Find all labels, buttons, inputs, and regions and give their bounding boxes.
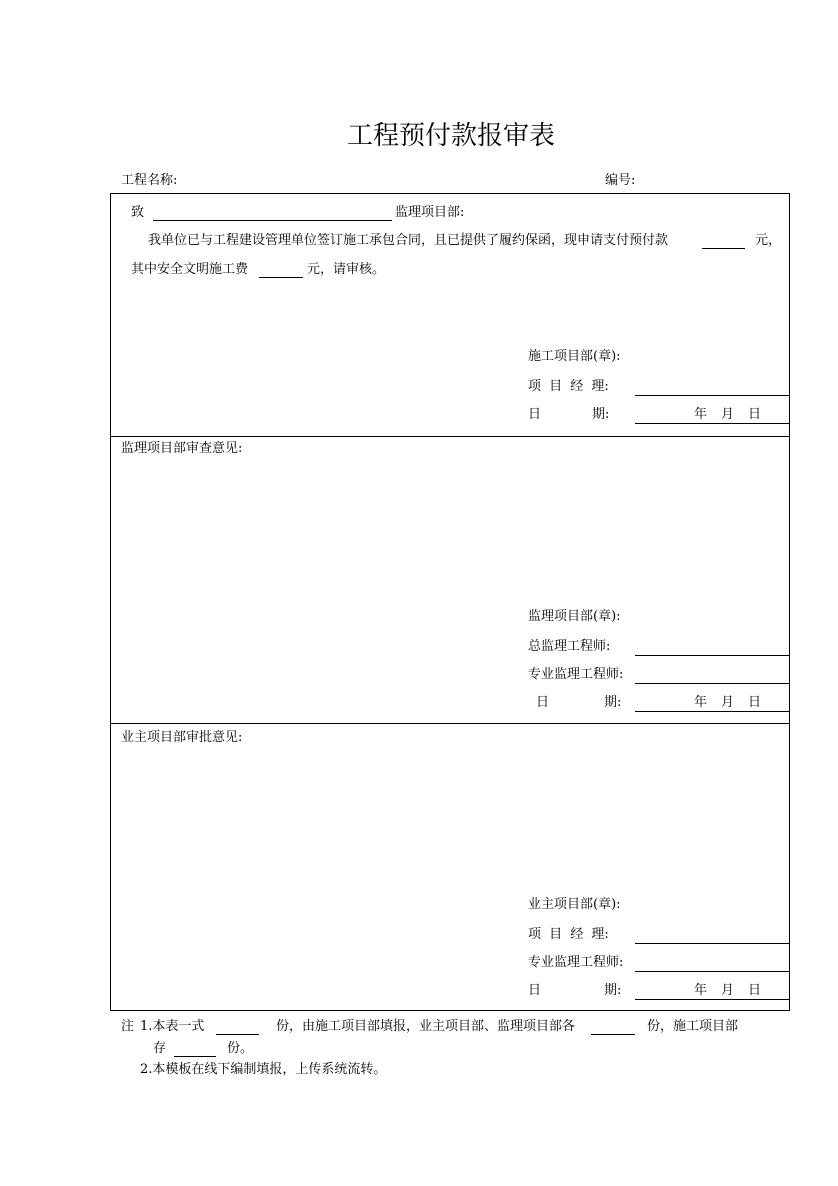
owner-approval-label: 业主项目部审批意见: — [121, 730, 243, 745]
contractor-stamp-label: 施工项目部(章): — [528, 349, 621, 364]
note1-part4: 存 — [153, 1041, 167, 1056]
contractor-date-year: 年 — [694, 407, 708, 422]
form-title: 工程预付款报审表 — [346, 121, 555, 151]
notes-label: 注 — [121, 1019, 135, 1034]
note1-part1: 1.本表一式 — [140, 1019, 205, 1034]
contractor-manager-label: 项 目 经 理: — [528, 379, 609, 394]
owner-specialist-label: 专业监理工程师: — [528, 955, 624, 970]
to-label: 致 — [131, 205, 145, 220]
supervisor-date-line — [635, 711, 790, 712]
section-divider-2 — [110, 723, 790, 724]
copies-total-blank — [216, 1034, 259, 1035]
owner-date-label-period: 期: — [604, 983, 622, 998]
advance-amount-unit: 元， — [755, 233, 782, 248]
section-divider-1 — [110, 436, 790, 437]
contractor-date-line — [635, 423, 790, 424]
safety-fee-suffix: 元，请审核。 — [307, 262, 386, 277]
supervisor-date-month: 月 — [721, 695, 735, 710]
chief-engineer-line — [635, 655, 790, 656]
supervisor-date-day: 日 — [748, 695, 762, 710]
owner-date-label-day: 日 — [528, 983, 542, 998]
supervisor-date-label-period: 期: — [604, 695, 622, 710]
owner-date-day: 日 — [748, 983, 762, 998]
application-body-line1: 我单位已与工程建设管理单位签订施工承包合同，且已提供了履约保函，现申请支付预付款 — [148, 233, 669, 248]
note1-part5: 份。 — [227, 1041, 254, 1056]
supervisor-date-label-day: 日 — [536, 695, 550, 710]
contractor-manager-line — [635, 395, 790, 396]
form-table-frame — [110, 193, 790, 1011]
owner-date-year: 年 — [694, 983, 708, 998]
copies-kept-blank — [174, 1056, 216, 1057]
supervisor-dept-label: 监理项目部: — [395, 205, 465, 220]
owner-date-line — [635, 999, 790, 1000]
supervisor-specialist-label: 专业监理工程师: — [528, 667, 624, 682]
supervisor-stamp-label: 监理项目部(章): — [528, 609, 621, 624]
contractor-date-month: 月 — [721, 407, 735, 422]
owner-stamp-label: 业主项目部(章): — [528, 897, 621, 912]
supervisor-opinion-label: 监理项目部审查意见: — [121, 441, 243, 456]
advance-amount-blank — [702, 248, 745, 249]
safety-fee-label: 其中安全文明施工费 — [131, 262, 249, 277]
supervisor-specialist-line — [635, 683, 790, 684]
contractor-date-day: 日 — [748, 407, 762, 422]
note1-part2: 份，由施工项目部填报，业主项目部、监理项目部各 — [276, 1019, 576, 1034]
chief-engineer-label: 总监理工程师: — [528, 639, 611, 654]
supervisor-date-year: 年 — [694, 695, 708, 710]
copies-each-blank — [591, 1034, 635, 1035]
owner-manager-label: 项 目 经 理: — [528, 927, 609, 942]
note1-part3: 份，施工项目部 — [647, 1019, 739, 1034]
contractor-date-label-period: 期: — [592, 407, 610, 422]
note2: 2.本模板在线下编制填报，上传系统流转。 — [140, 1062, 387, 1077]
contractor-date-label-day: 日 — [528, 407, 542, 422]
owner-specialist-line — [635, 971, 790, 972]
safety-fee-blank — [259, 277, 303, 278]
project-name-label: 工程名称: — [121, 173, 178, 188]
owner-manager-line — [635, 943, 790, 944]
recipient-blank — [153, 220, 392, 221]
owner-date-month: 月 — [721, 983, 735, 998]
number-label: 编号: — [605, 173, 636, 188]
